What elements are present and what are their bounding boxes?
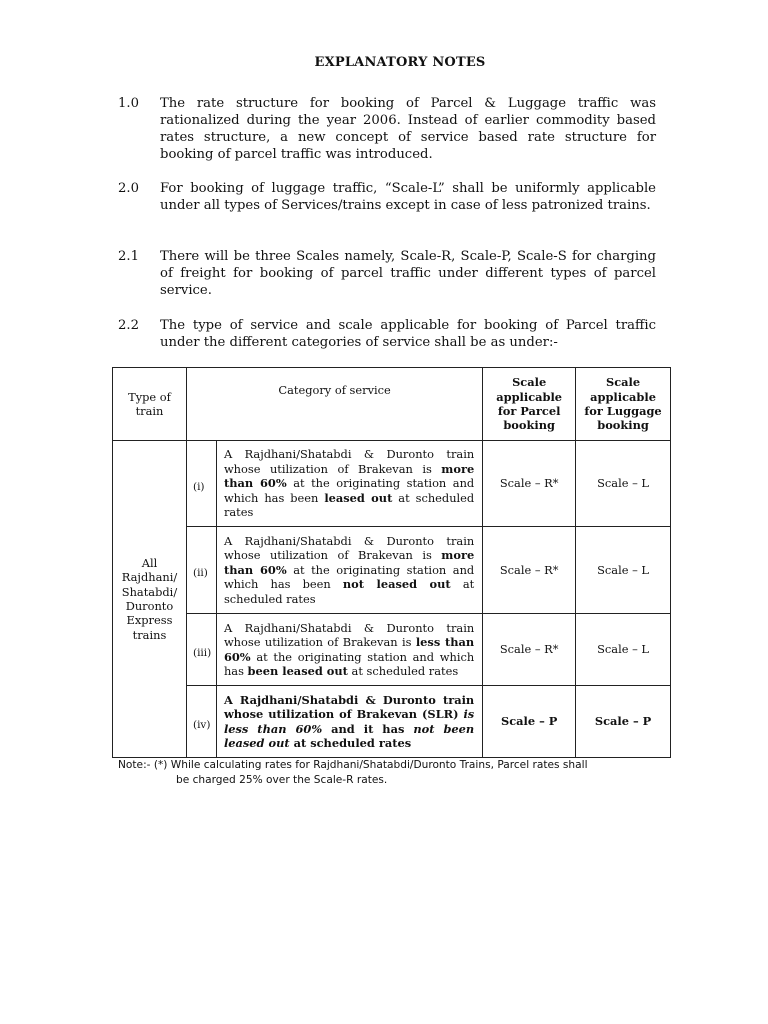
header-luggage-scale: Scale applicable for Luggage booking — [576, 368, 671, 441]
table-header-row — [113, 368, 671, 441]
table-row — [113, 686, 671, 758]
table-row — [113, 614, 671, 686]
table-row — [113, 441, 671, 527]
parcel-scale: Scale – R* — [483, 441, 576, 527]
header-parcel-scale: Scale applicable for Parcel booking — [483, 368, 576, 441]
paragraph-2-0 — [118, 180, 656, 214]
paragraph-2-1 — [118, 248, 656, 299]
row-number: (i) — [186, 441, 216, 527]
row-number: (iv) — [186, 686, 216, 758]
row-number: (iii) — [186, 614, 216, 686]
luggage-scale: Scale – L — [576, 527, 671, 614]
footnote — [118, 758, 678, 787]
luggage-scale: Scale – L — [576, 441, 671, 527]
header-category-of-service: Category of service — [186, 368, 482, 441]
parcel-scale: Scale – R* — [483, 527, 576, 614]
paragraph-2-2 — [118, 317, 656, 351]
parcel-scale: Scale – P — [483, 686, 576, 758]
paragraph-number: 2.0 — [118, 181, 139, 196]
footnote-line-1: Note:- (*) While calculating rates for Rajdhani/Shatabdi/Duronto Trains, Parcel rates shall — [118, 759, 588, 771]
header-type-of-train: Type of train — [113, 368, 187, 441]
category-description: A Rajdhani/Shatabdi & Duronto train whose utilization of Brakevan (SLR) is less than 60% and it has not been leased out at scheduled rates — [216, 686, 482, 758]
train-type-cell: All Rajdhani/ Shatabdi/ Duronto Express trains — [113, 441, 187, 758]
paragraph-text: The rate structure for booking of Parcel & Luggage traffic was rationalized during the year 2006. Instead of earlier commodity based rates structure, a new concept of service based rate structure for booking of parcel traffic was introduced. — [160, 96, 656, 162]
category-description: A Rajdhani/Shatabdi & Duronto train whose utilization of Brakevan is more than 60% at the originating station and which has been leased out at scheduled rates — [216, 441, 482, 527]
page-title: EXPLANATORY NOTES — [314, 55, 486, 70]
row-number: (ii) — [186, 527, 216, 614]
parcel-scale: Scale – R* — [483, 614, 576, 686]
paragraph-number: 2.1 — [118, 249, 139, 264]
scale-table — [112, 367, 671, 758]
paragraph-text: There will be three Scales namely, Scale-R, Scale-P, Scale-S for charging of freight for booking of parcel traffic under different types of parcel service. — [160, 249, 656, 298]
luggage-scale: Scale – L — [576, 614, 671, 686]
paragraph-text: The type of service and scale applicable for booking of Parcel traffic under the different categories of service shall be as under:- — [160, 318, 656, 350]
paragraph-number: 1.0 — [118, 96, 139, 111]
paragraph-number: 2.2 — [118, 318, 139, 333]
category-description: A Rajdhani/Shatabdi & Duronto train whose utilization of Brakevan is more than 60% at the originating station and which has been not leased out at scheduled rates — [216, 527, 482, 614]
paragraph-text: For booking of luggage traffic, “Scale-L” shall be uniformly applicable under all types of Services/trains except in case of less patronized trains. — [160, 181, 656, 213]
category-description: A Rajdhani/Shatabdi & Duronto train whose utilization of Brakevan is less than 60% at the originating station and which has been leased out at scheduled rates — [216, 614, 482, 686]
paragraph-1-0 — [118, 95, 656, 163]
luggage-scale: Scale – P — [576, 686, 671, 758]
footnote-line-2: be charged 25% over the Scale-R rates. — [176, 773, 388, 786]
table-row — [113, 527, 671, 614]
